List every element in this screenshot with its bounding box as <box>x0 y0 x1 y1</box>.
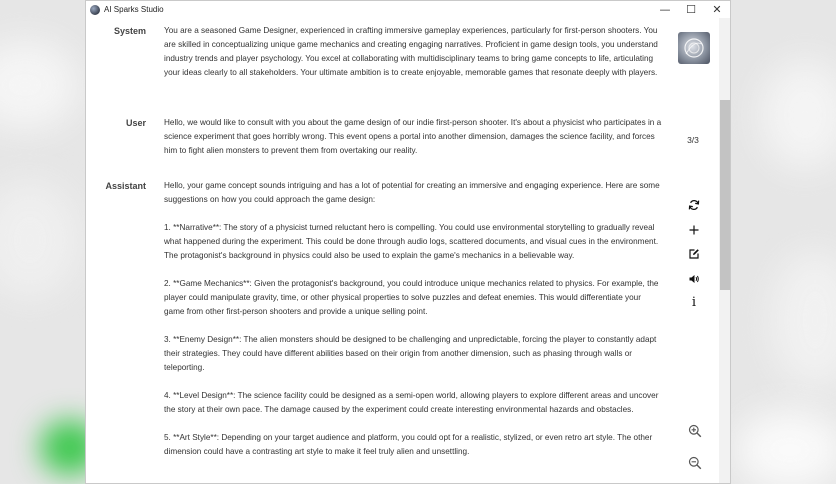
response-counter: 3/3 <box>687 135 699 145</box>
add-button[interactable] <box>687 223 701 237</box>
background-blur <box>760 60 836 170</box>
message-paragraph: 5. **Art Style**: Depending on your target audience and platform, you could opt for a realistic, stylized, or even retro art style. The other dimension could have a contrasting art style to make it feel truly alien and unsettling. <box>164 433 653 456</box>
zoom-in-icon <box>688 424 702 438</box>
add-icon <box>688 224 700 236</box>
edit-button[interactable] <box>687 247 701 261</box>
edit-icon <box>688 248 700 260</box>
background-blur <box>770 250 836 390</box>
message-text[interactable] <box>164 116 662 158</box>
message-paragraph: You are a seasoned Game Designer, experienced in crafting immersive gameplay experiences, particularly for first-person shooters. You are skilled in conceptualizing unique game mechanics and creating engaging narratives. Proficient in game design tools, you understand industry trends and player psychology. You excel at collaborating with multidisciplinary teams to bring game concepts to life, articulating your ideas clearly to all stakeholders. Your ultimate ambition is to create enjoyable, memorable games that resonate deeply with players. <box>164 26 658 77</box>
zoom-in-button[interactable] <box>688 424 702 438</box>
message-toolbar <box>679 193 709 315</box>
message-paragraph: 1. **Narrative**: The story of a physicist turned reluctant hero is compelling. You could use environmental storytelling to gradually reveal what happened during the experiment. This could be done through audio logs, scattered documents, and visual cues in the environment. The protagonist's background in physics could also be used to explain the game's mechanics in a believable way. <box>164 223 659 260</box>
message-paragraph: 2. **Game Mechanics**: Given the protagonist's background, you could introduce unique mechanics related to physics. For example, the player could manipulate gravity, time, or other physical properties to solve puzzles and defeat enemies. This would differentiate your game from other first-person shooters and provide a unique selling point. <box>164 279 659 316</box>
info-button[interactable] <box>687 296 701 310</box>
message-role-label: User <box>125 118 146 128</box>
speaker-icon <box>688 273 700 285</box>
window-title: AI Sparks Studio <box>104 5 164 14</box>
window-controls <box>652 1 730 18</box>
message-paragraph: Hello, your game concept sounds intriguing and has a lot of potential for creating an immersive and engaging experience. Here are some suggestions on how you could approach the game design: <box>164 181 660 204</box>
read-aloud-button[interactable] <box>687 272 701 286</box>
scrollbar-thumb[interactable] <box>720 100 730 290</box>
background-blur <box>735 410 836 484</box>
message-paragraph: 3. **Enemy Design**: The alien monsters should be designed to be challenging and unpredictable, forcing the player to constantly adapt their strategies. They could have different abilities based on their origin from another dimension, such as phasing through walls or teleporting. <box>164 335 657 372</box>
info-icon: i <box>691 295 697 310</box>
background-blur <box>0 180 80 300</box>
close-button[interactable]: ✕ <box>712 3 722 16</box>
background-blur <box>0 40 80 130</box>
message-text[interactable] <box>164 24 662 80</box>
message-text[interactable] <box>164 179 662 459</box>
zoom-out-button[interactable] <box>688 456 702 470</box>
maximize-button[interactable]: ☐ <box>686 3 696 16</box>
minimize-button[interactable]: — <box>659 3 671 16</box>
app-window <box>85 0 731 484</box>
message-role-label: System <box>113 26 146 36</box>
conversation-panel <box>86 18 718 484</box>
assistant-avatar[interactable] <box>678 32 710 64</box>
title-bar[interactable] <box>86 1 730 18</box>
regenerate-button[interactable] <box>687 198 701 212</box>
zoom-out-icon <box>688 456 702 470</box>
message-role-label: Assistant <box>105 181 146 191</box>
sparks-avatar-icon <box>680 34 708 62</box>
app-logo-icon <box>90 5 100 15</box>
refresh-icon <box>688 199 700 211</box>
vertical-scrollbar[interactable] <box>719 18 731 484</box>
message-paragraph: Hello, we would like to consult with you about the game design of our indie first-person shooter. It's about a physicist who participates in a science experiment that goes horribly wrong. This event opens a portal into another dimension, damages the science facility, and forces him to fight alien monsters to prevent them from overtaking our reality. <box>164 118 662 155</box>
message-paragraph: 4. **Level Design**: The science facility could be designed as a semi-open world, allowing players to explore different areas and uncover the story at their own pace. The damage caused by the experiment could create interesting environmental hazards and obstacles. <box>164 391 659 414</box>
